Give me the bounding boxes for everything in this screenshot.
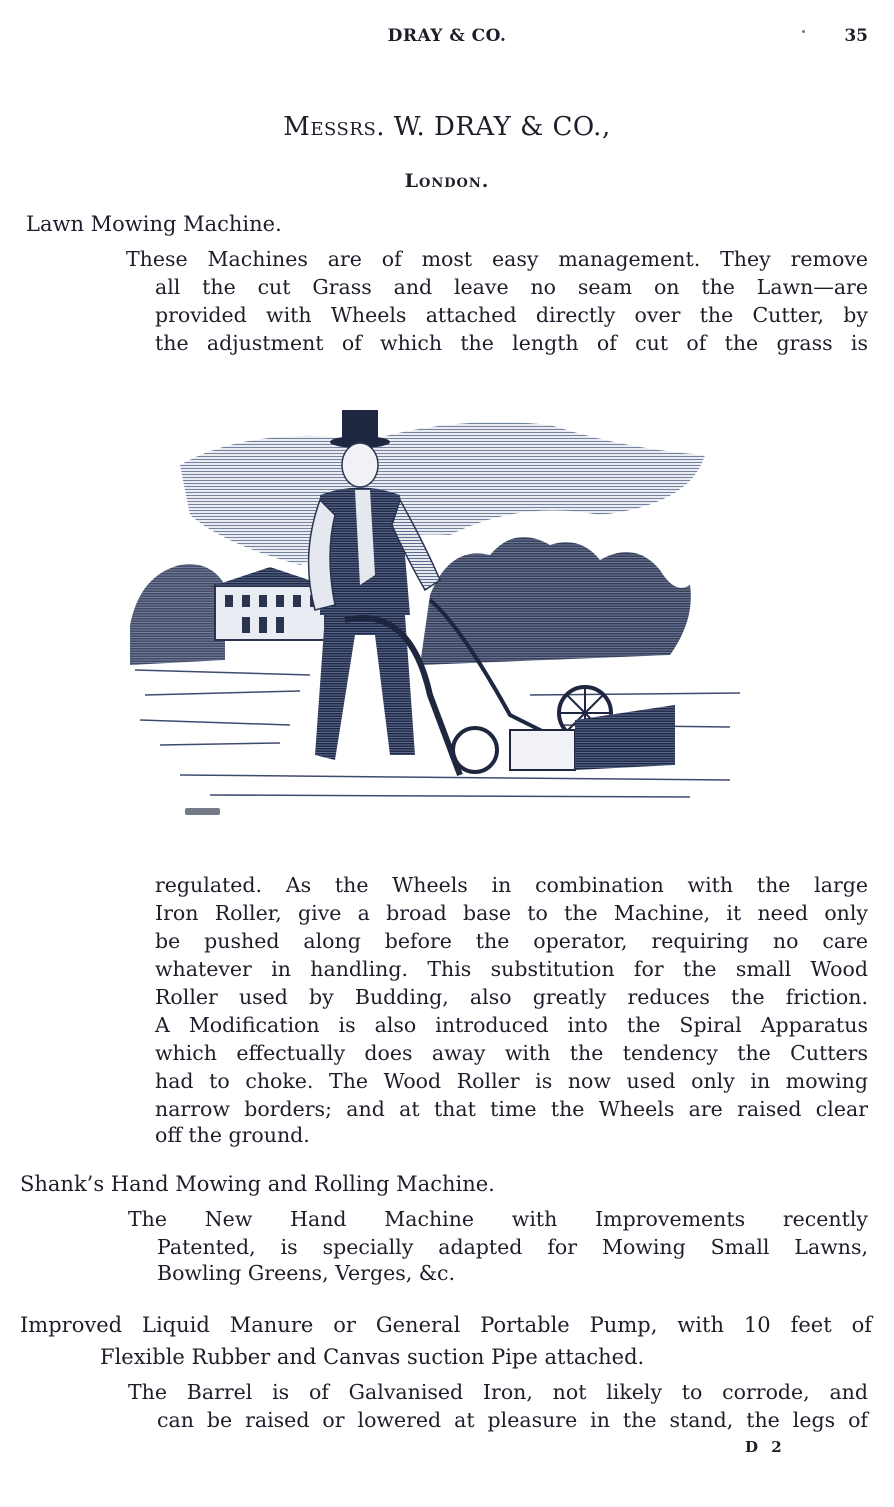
- section-heading-liquid-manure-pump-cont: Flexible Rubber and Canvas suction Pipe attached.: [100, 1345, 645, 1369]
- signature-mark: D 2: [745, 1438, 786, 1456]
- text-line: provided with Wheels attached directly over the Cutter, by: [155, 303, 868, 327]
- paragraph-shanks-last-line: Bowling Greens, Verges, &c.: [157, 1261, 456, 1285]
- paragraph-pump-cont: [157, 1406, 868, 1434]
- paragraph-pump: [128, 1378, 868, 1406]
- text-line: had to choke. The Wood Roller is now used only in mowing: [155, 1069, 868, 1093]
- paragraph-lawn-mowing-continued: [155, 871, 868, 1123]
- text-line: which effectually does away with the tendency the Cutters: [155, 1041, 868, 1065]
- section-heading-shanks-machine: Shank’s Hand Mowing and Rolling Machine.: [20, 1172, 495, 1196]
- paragraph-last-line: off the ground.: [155, 1123, 310, 1147]
- paragraph-lawn-mowing-intro-cont: [155, 273, 868, 357]
- text-line: all the cut Grass and leave no seam on the Lawn—are: [155, 275, 868, 299]
- section-heading-liquid-manure-pump: [20, 1311, 872, 1339]
- text-line: whatever in handling. This substitution for the small Wood: [155, 957, 868, 981]
- text-line: narrow borders; and at that time the Wheels are raised clear: [155, 1097, 868, 1121]
- engraving-illustration-icon: [130, 395, 752, 825]
- text-line: Roller used by Budding, also greatly reduces the friction.: [155, 985, 868, 1009]
- text-line: A Modification is also introduced into the Spiral Apparatus: [155, 1013, 868, 1037]
- page-subtitle: London.: [404, 170, 490, 192]
- heading-line: Improved Liquid Manure or General Portable Pump, with 10 feet of: [20, 1313, 872, 1337]
- paragraph-lawn-mowing-intro: [126, 245, 868, 273]
- text-line: The Barrel is of Galvanised Iron, not likely to corrode, and: [128, 1380, 868, 1404]
- text-line: be pushed along before the operator, requiring no care: [155, 929, 868, 953]
- text-line: can be raised or lowered at pleasure in the stand, the legs of: [157, 1408, 868, 1432]
- paragraph-shanks-machine-cont: [157, 1233, 868, 1261]
- lawn-mower-engraving: [130, 395, 752, 825]
- paragraph-shanks-machine: [128, 1205, 868, 1233]
- page-title: Messrs. W. DRAY & CO.,: [283, 112, 611, 142]
- text-line: Iron Roller, give a broad base to the Machine, it need only: [155, 901, 868, 925]
- text-line: the adjustment of which the length of cut of the grass is: [155, 331, 868, 355]
- text-line: Patented, is specially adapted for Mowing Small Lawns,: [157, 1235, 868, 1259]
- engraver-signature-mark: [185, 808, 220, 815]
- page-number: 35: [844, 26, 868, 46]
- text-line: The New Hand Machine with Improvements recently: [128, 1207, 868, 1231]
- text-line: regulated. As the Wheels in combination with the large: [155, 873, 868, 897]
- text-line: These Machines are of most easy management. They remove: [126, 247, 868, 271]
- running-head: DRAY & CO.: [387, 26, 507, 46]
- section-heading-lawn-mowing-machine: Lawn Mowing Machine.: [26, 212, 282, 236]
- scan-speck: [802, 30, 805, 33]
